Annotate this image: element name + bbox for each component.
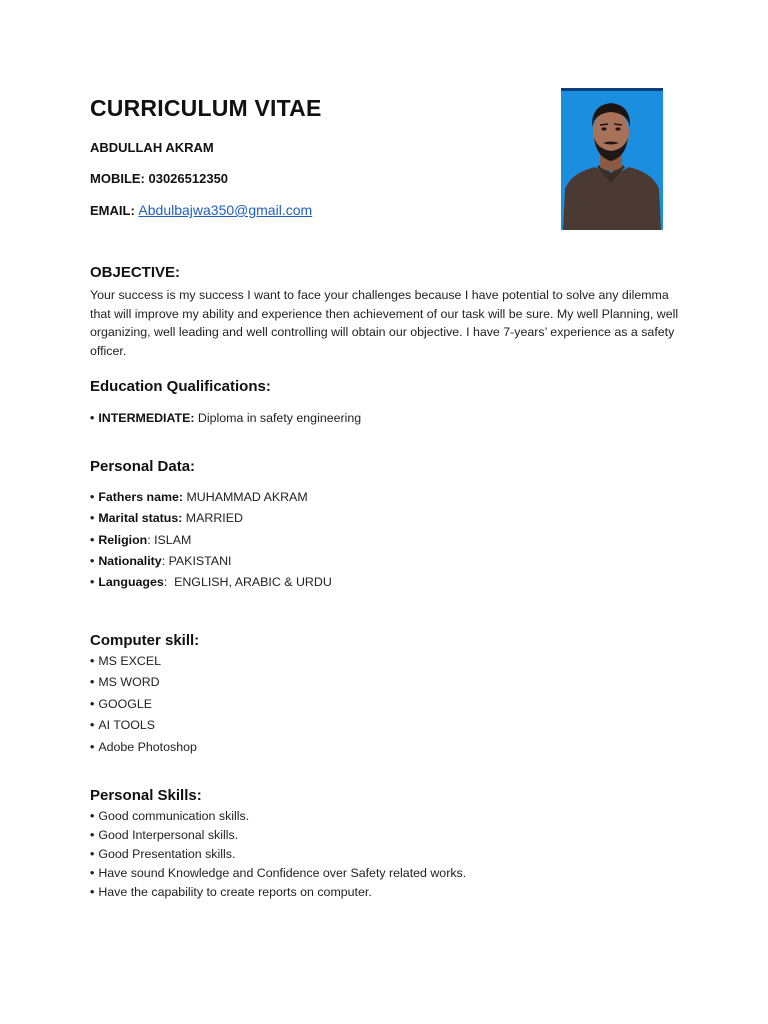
personal-data-list [90,487,332,593]
item-text: MS WORD [98,675,160,690]
item-text: Have the capability to create reports on computer. [98,885,372,899]
bullet-icon: • [90,411,95,425]
list-item [90,826,466,845]
list-item [90,487,332,508]
personal-skills-heading: Personal Skills: [90,787,202,804]
list-item [90,651,197,672]
list-item [90,737,197,758]
item-value: : ISLAM [147,532,192,547]
personal-data-heading: Personal Data: [90,458,196,475]
bullet-icon: • [90,532,95,547]
mobile-number: MOBILE: 03026512350 [90,171,229,186]
bullet-icon: • [90,718,95,733]
list-item [90,845,466,864]
item-label: Religion [98,532,148,547]
bullet-icon: • [90,866,95,880]
document-title: CURRICULUM VITAE [90,95,322,121]
list-item [90,508,332,529]
bullet-icon: • [90,654,95,668]
list-item [90,807,466,826]
bullet-icon: • [90,885,95,899]
item-text: GOOGLE [98,696,153,711]
list-item [90,408,361,428]
item-label: Nationality [98,553,162,568]
personal-skills-list [90,807,466,902]
item-label: Fathers name: [98,490,184,504]
item-text: Good Interpersonal skills. [98,828,239,842]
item-value: MARRIED [182,511,243,526]
item-text: Good communication skills. [98,809,250,823]
email-label: EMAIL: [90,203,135,218]
item-text: Adobe Photoshop [98,739,197,754]
item-value: : ENGLISH, ARABIC & URDU [163,575,332,590]
list-item [90,672,197,693]
list-item [90,883,466,902]
email-link[interactable]: Abdulbajwa350@gmail.com [138,202,313,218]
item-text: MS EXCEL [98,654,162,668]
computer-skill-heading: Computer skill: [90,632,200,649]
portrait-image [561,91,663,230]
bullet-icon: • [90,828,95,842]
bullet-icon: • [90,696,95,711]
objective-text: Your success is my success I want to face your challenges because I have potential to solve any dilemma that will improve my ability and experience then achievement of our task will be sure. My well Planning, well organizing, well leading and well controlling will obtain our objective. I have 7-years’ experience as a safety officer. [90,288,679,358]
profile-photo [561,88,663,230]
bullet-icon: • [90,675,95,690]
computer-skill-list [90,651,197,758]
education-list [90,408,361,428]
education-heading: Education Qualifications: [90,378,271,395]
list-item [90,551,332,572]
item-text: Have sound Knowledge and Confidence over Safety related works. [98,866,467,880]
item-text: AI TOOLS [98,718,156,733]
applicant-name: ABDULLAH AKRAM [90,140,214,155]
list-item [90,694,197,715]
bullet-icon: • [90,511,95,526]
bullet-icon: • [90,553,95,568]
list-item [90,715,197,736]
list-item [90,572,332,593]
item-label: INTERMEDIATE: [98,411,195,425]
bullet-icon: • [90,490,95,504]
bullet-icon: • [90,809,95,823]
bullet-icon: • [90,739,95,754]
item-text: Good Presentation skills. [98,847,236,861]
list-item [90,864,466,883]
bullet-icon: • [90,575,95,590]
item-value: MUHAMMAD AKRAM [183,490,308,504]
objective-heading: OBJECTIVE: [90,264,181,281]
item-label: Marital status: [98,511,183,526]
item-label: Languages [98,575,164,590]
bullet-icon: • [90,847,95,861]
item-value: Diploma in safety engineering [194,411,362,425]
list-item [90,530,332,551]
item-value: : PAKISTANI [161,553,232,568]
email-line [90,202,312,218]
